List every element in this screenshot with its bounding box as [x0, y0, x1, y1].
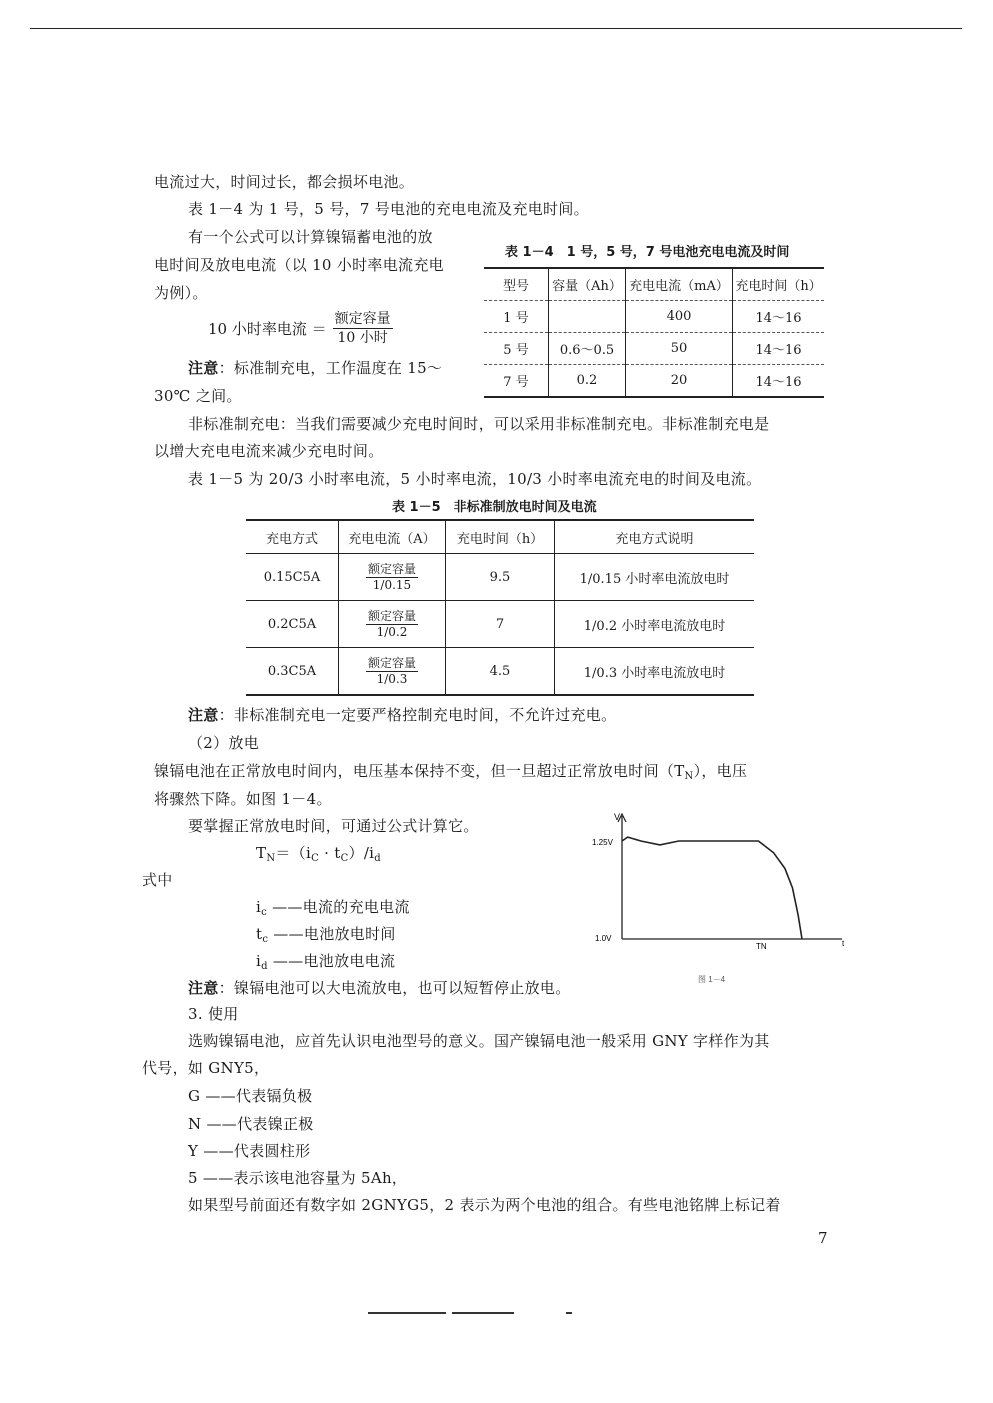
- definition-line: [256, 951, 395, 977]
- text-line: 要掌握正常放电时间，可通过公式计算它。: [188, 817, 479, 835]
- text-line: 代号，如 GNY5，: [142, 1059, 270, 1077]
- table-cell: 0.15C5A: [246, 554, 339, 601]
- table-cell: 14～16: [733, 365, 825, 398]
- formula-10h-rate: [208, 310, 393, 347]
- subscript: d: [374, 853, 381, 864]
- column-header: 充电方式: [265, 531, 318, 547]
- current-fraction: [366, 609, 418, 640]
- column-header: 充电时间（h）: [446, 520, 555, 554]
- subscript: c: [261, 907, 268, 918]
- fraction-numerator: 额定容量: [367, 608, 416, 623]
- fraction-numerator: 额定容量: [367, 561, 416, 576]
- table-cell: 9.5: [446, 554, 555, 601]
- text-line: 30℃ 之间。: [154, 387, 242, 405]
- list-item: G ——代表镉负极: [188, 1087, 313, 1105]
- table-cell: 14～16: [733, 301, 825, 333]
- scan-mark: [452, 1312, 514, 1314]
- formula-tn: [256, 843, 381, 869]
- text-line: 表 1－4 为 1 号，5 号，7 号电池的充电电流及充电时间。: [188, 200, 589, 218]
- text-span: t: [256, 925, 263, 943]
- text-line: 如果型号前面还有数字如 2GNYG5，2 表示为两个电池的组合。有些电池铭牌上标记着: [188, 1196, 781, 1214]
- table-cell: 0.2C5A: [246, 601, 339, 648]
- subscript: C: [340, 853, 349, 864]
- note-label: 注意: [188, 706, 219, 724]
- table-header-row: [484, 268, 824, 301]
- page-number: 7: [818, 1229, 828, 1247]
- table-1-5: [246, 519, 754, 696]
- definition-line: [256, 897, 410, 923]
- table-1-5-caption: 表 1－5 非标准制放电时间及电流: [392, 500, 597, 515]
- text-line: [154, 761, 747, 787]
- fraction-denominator: 1/0.3: [376, 671, 408, 686]
- table-cell: 4.5: [446, 648, 555, 696]
- section-heading: 3. 使用: [188, 1005, 239, 1023]
- note-line: [188, 978, 571, 998]
- x-axis-label: t: [842, 939, 845, 948]
- column-header: 型号: [484, 268, 549, 301]
- figure-caption: 图 1－4: [698, 975, 726, 984]
- table-cell: 50: [626, 333, 733, 365]
- text-line: 以增大充电电流来减少充电时间。: [154, 442, 384, 460]
- table-cell: 5 号: [484, 333, 549, 365]
- text-line: 电流过大，时间过长，都会损坏电池。: [154, 173, 415, 191]
- text-line: 式中: [142, 871, 173, 889]
- definition-line: [256, 924, 396, 950]
- text-line: 表 1－5 为 20/3 小时率电流，5 小时率电流，10/3 小时率电流充电的时间及电流。: [188, 470, 762, 488]
- fraction-numerator: 额定容量: [367, 655, 416, 670]
- text-span: ＝（i: [275, 844, 312, 862]
- subscript: N: [684, 771, 694, 782]
- fraction-denominator: 1/0.15: [372, 577, 412, 592]
- table-cell: [549, 301, 626, 333]
- discharge-chart: [580, 806, 850, 986]
- text-line: 有一个公式可以计算镍镉蓄电池的放: [188, 228, 433, 246]
- table-cell: 7 号: [484, 365, 549, 398]
- column-header: 容量（Ah）: [549, 268, 626, 301]
- header-rule: [30, 28, 962, 29]
- formula-left: 10 小时率电流 ＝: [208, 320, 327, 338]
- table-1-4: [484, 267, 824, 398]
- table-cell: 14～16: [733, 333, 825, 365]
- table-cell: 0.6～0.5: [549, 333, 626, 365]
- note-text: ：镍镉电池可以大电流放电，也可以短暂停止放电。: [218, 979, 571, 997]
- note-line: [188, 358, 442, 378]
- table-cell: 1/0.15 小时率电流放电时: [555, 554, 755, 601]
- table-cell: 7: [446, 601, 555, 648]
- y-axis-label: V: [614, 812, 621, 822]
- subscript: d: [261, 961, 268, 972]
- table-cell: 400: [626, 301, 733, 333]
- text-span: T: [256, 844, 267, 862]
- y-tick-label: 1.0V: [595, 934, 612, 943]
- list-item: Y ——代表圆柱形: [188, 1142, 311, 1160]
- text-span: ——电流的充电电流: [267, 898, 410, 916]
- table-1-4-caption: 表 1－4 1 号，5 号，7 号电池充电电流及时间: [505, 245, 790, 260]
- scan-mark: [368, 1312, 446, 1314]
- series-line: [622, 837, 802, 939]
- table-cell: 20: [626, 365, 733, 398]
- table-cell: 1 号: [503, 311, 529, 326]
- note-text: ：标准制充电，工作温度在 15～: [218, 359, 443, 377]
- formula-numerator: 额定容量: [334, 311, 391, 327]
- text-line: 为例）。: [154, 284, 208, 302]
- text-line: 选购镍镉电池，应首先认识电池型号的意义。国产镍镉电池一般采用 GNY 字样作为其: [188, 1032, 770, 1050]
- table-row: [246, 601, 754, 648]
- text-span: 镍镉电池在正常放电时间内，电压基本保持不变，但一旦超过正常放电时间（T: [154, 762, 685, 780]
- table-cell: 1/0.2 小时率电流放电时: [555, 601, 755, 648]
- note-line: [188, 705, 616, 725]
- scan-mark: [566, 1312, 572, 1314]
- text-line: 非标准制充电：当我们需要减少充电时间时，可以采用非标准制充电。非标准制充电是: [188, 415, 770, 433]
- column-header: 充电时间（h）: [733, 268, 825, 301]
- column-header: 充电电流（A）: [339, 520, 446, 554]
- note-text: ：非标准制充电一定要严格控制充电时间，不允许过充电。: [218, 706, 617, 724]
- y-tick-label: 1.25V: [592, 838, 613, 847]
- text-span: ），电压: [693, 762, 748, 780]
- text-line: 电时间及放电电流（以 10 小时率电流充电: [154, 256, 444, 274]
- section-heading: （2）放电: [188, 734, 260, 752]
- table-cell: [339, 554, 446, 601]
- text-span: i: [256, 898, 262, 916]
- current-fraction: [366, 656, 418, 687]
- formula-fraction: [333, 310, 393, 347]
- table-row: [484, 333, 824, 365]
- subscript: c: [262, 934, 269, 945]
- text-span: i: [256, 952, 262, 970]
- list-item: 5 ——表示该电池容量为 5Ah，: [188, 1169, 408, 1187]
- table-cell: [339, 648, 446, 696]
- column-header: 充电方式说明: [555, 520, 755, 554]
- table-cell: [339, 601, 446, 648]
- text-span: ——电池放电时间: [268, 925, 396, 943]
- x-tick-label: TN: [756, 942, 767, 951]
- table-row: [246, 648, 754, 696]
- text-span: · t: [319, 844, 341, 862]
- text-span: ——电池放电电流: [267, 952, 396, 970]
- table-cell: 0.3C5A: [246, 648, 339, 696]
- table-row: [246, 554, 754, 601]
- text-span: ）/i: [348, 844, 375, 862]
- table-header-row: [246, 520, 754, 554]
- fraction-denominator: 1/0.2: [376, 624, 408, 639]
- table-cell: 0.2: [549, 365, 626, 398]
- subscript: N: [266, 853, 276, 864]
- note-label: 注意: [188, 979, 219, 997]
- table-cell: 1/0.3 小时率电流放电时: [555, 648, 755, 696]
- subscript: C: [311, 853, 320, 864]
- list-item: N ——代表镍正极: [188, 1115, 314, 1133]
- formula-denominator: 10 小时: [337, 330, 388, 346]
- text-line: 将骤然下降。如图 1－4。: [154, 790, 332, 808]
- current-fraction: [366, 562, 418, 593]
- column-header: 充电电流（mA）: [626, 268, 733, 301]
- table-row: [484, 365, 824, 398]
- note-label: 注意: [188, 359, 219, 377]
- table-row: [484, 301, 824, 333]
